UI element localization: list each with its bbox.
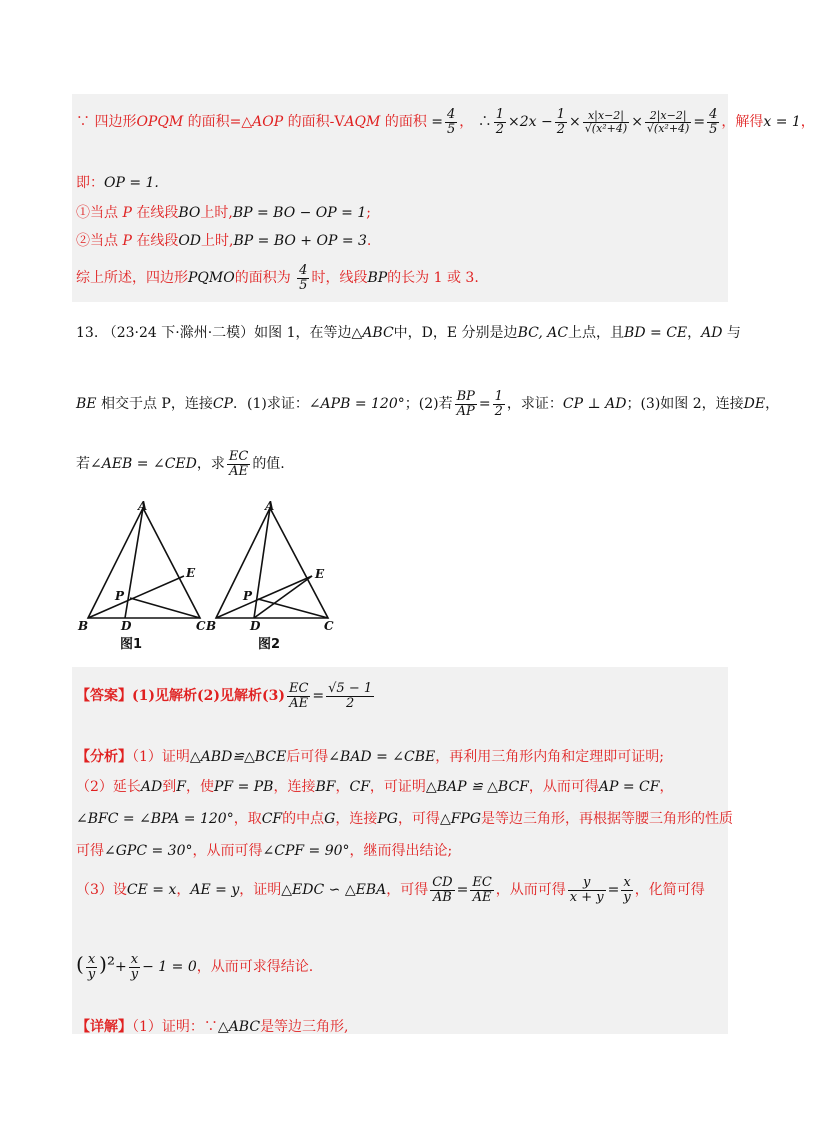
fraction xyxy=(555,108,567,136)
text: 的面积 xyxy=(380,114,427,131)
text: = xyxy=(312,688,325,705)
text: 后可得 xyxy=(286,749,329,765)
math: PG xyxy=(377,811,398,827)
fraction xyxy=(297,264,309,292)
den: y xyxy=(87,966,96,982)
text: 到 xyxy=(162,779,177,795)
text: ，从而可得 xyxy=(528,779,599,795)
math: P xyxy=(122,205,132,221)
num: 4 xyxy=(447,107,456,122)
math: F xyxy=(176,779,186,795)
math: BP xyxy=(367,270,388,287)
problem-line3 xyxy=(76,450,285,478)
math: AD xyxy=(701,325,723,341)
num: 4 xyxy=(709,107,718,122)
text: ，解得 xyxy=(721,114,764,131)
math: ×2x − xyxy=(508,114,553,131)
block1-line2 xyxy=(76,172,159,192)
text: ， xyxy=(687,325,702,341)
triangle-abc-2 xyxy=(216,508,328,618)
fraction xyxy=(287,682,310,710)
text: ，连接 xyxy=(335,811,378,827)
analysis-line5 xyxy=(76,876,705,904)
fraction xyxy=(455,390,477,418)
num: 1 xyxy=(494,389,503,404)
fraction xyxy=(493,390,505,418)
block1-line3 xyxy=(76,202,371,222)
text: ．(1)求证： xyxy=(232,396,309,413)
math: △ABC xyxy=(217,1019,261,1035)
text: ，使 xyxy=(185,779,214,795)
math: P xyxy=(122,233,132,249)
math: CP ⊥ AD xyxy=(562,396,627,413)
label-d-1: D xyxy=(121,619,132,633)
text: （2）延长 xyxy=(76,779,141,795)
problem-line1 xyxy=(76,322,741,342)
text: ，证明 xyxy=(239,882,282,899)
den: y xyxy=(623,889,631,905)
den: AB xyxy=(432,889,452,905)
math: AP = CF xyxy=(598,779,660,795)
label-e-2: E xyxy=(315,567,325,581)
den: AE xyxy=(289,695,309,711)
math: BD = CE xyxy=(624,325,688,341)
math: DE xyxy=(743,396,766,413)
math: BF xyxy=(315,779,336,795)
num: CD xyxy=(432,875,453,890)
num: 1 xyxy=(495,107,505,122)
text: ∴ xyxy=(477,114,492,131)
math: AOP xyxy=(252,114,284,131)
den: 2 xyxy=(345,695,355,711)
text: ，继而得出结论; xyxy=(349,843,453,859)
num: 1 xyxy=(556,107,566,122)
text: ，可证明 xyxy=(369,779,426,795)
fraction xyxy=(129,953,140,981)
math: AD xyxy=(140,779,163,795)
math: OP = 1. xyxy=(104,175,159,191)
answer-tag: 【答案】 xyxy=(76,688,132,705)
text: （1）证明 xyxy=(132,749,190,765)
text: ，求 xyxy=(196,456,225,473)
den: 2 xyxy=(494,403,503,419)
fraction xyxy=(470,876,493,904)
num: EC xyxy=(472,875,492,890)
text: 上点，且 xyxy=(568,325,625,341)
label-a-1: A xyxy=(138,499,148,513)
text: 的面积-V xyxy=(283,114,345,131)
text: ①当点 xyxy=(76,205,123,221)
text: ， xyxy=(459,114,474,131)
text: 相交于点 P，连接 xyxy=(96,396,213,413)
math: CF xyxy=(261,811,283,827)
text: ；(2)若 xyxy=(404,396,453,413)
text: ; xyxy=(366,205,371,221)
num: √5 − 1 xyxy=(328,681,373,696)
den: √(x²+4) xyxy=(584,121,628,135)
segment-cp-1 xyxy=(130,598,200,618)
text: ，连接 xyxy=(273,779,316,795)
math: ∠BFC = ∠BPA = 120° xyxy=(76,811,234,827)
math: △ABC xyxy=(351,325,394,341)
text: ，从而可求得结论. xyxy=(196,959,314,975)
text: ，从而可得 xyxy=(495,882,566,899)
math: − 1 = 0 xyxy=(142,959,197,975)
text: 的面积=△ xyxy=(183,114,253,131)
den: AP xyxy=(456,403,475,419)
text: 上时, xyxy=(201,233,234,249)
math: △EDC ∽ △EBA xyxy=(281,882,387,899)
analysis-line6 xyxy=(76,952,313,981)
text: ， xyxy=(176,882,191,899)
math: PQMO xyxy=(188,270,235,287)
den: √(x²+4) xyxy=(646,121,690,135)
block1-line5 xyxy=(76,264,479,292)
text: 若 xyxy=(76,456,90,473)
text: = xyxy=(456,882,469,899)
num: EC xyxy=(228,449,249,464)
text: × xyxy=(569,114,581,131)
problem-line2 xyxy=(76,390,779,418)
text: ，再利用三角形内角和定理即可证明; xyxy=(435,749,664,765)
label-b-2: B xyxy=(206,619,217,633)
math: ∠APB = 120° xyxy=(308,396,405,413)
label-d-2: D xyxy=(250,619,261,633)
num: BP xyxy=(456,389,475,404)
label-e-1: E xyxy=(186,566,196,580)
text: 13. （23·24 下·滁州·二模）如图 1，在等边 xyxy=(76,325,352,341)
math: △ABD≌△BCE xyxy=(189,749,287,765)
text: 在线段 xyxy=(131,205,179,221)
text: )² xyxy=(99,952,115,976)
num: x xyxy=(129,953,140,968)
label-a-2: A xyxy=(265,499,275,513)
text: ②当点 xyxy=(76,233,123,249)
text: (1)见解析(2)见解析(3) xyxy=(132,688,285,705)
text: （3）设 xyxy=(76,882,127,899)
fraction xyxy=(645,110,691,134)
text: ， xyxy=(335,779,350,795)
text: 是等边三角形, xyxy=(260,1019,349,1035)
text: ， xyxy=(800,114,815,131)
den: 5 xyxy=(447,121,456,137)
analysis-line3 xyxy=(76,808,733,828)
fraction xyxy=(326,682,374,710)
figure-1-caption: 图1 xyxy=(120,637,143,652)
fraction xyxy=(707,108,719,136)
text: 即： xyxy=(76,175,104,191)
fraction xyxy=(568,876,606,904)
math: CF xyxy=(349,779,370,795)
figure-2 xyxy=(216,508,328,618)
math: ∠CPF = 90° xyxy=(262,843,350,859)
math: △BAP ≌ △BCF xyxy=(425,779,529,795)
text: 是等边三角形，再根据等腰三角形的性质 xyxy=(481,811,734,827)
den: 5 xyxy=(709,121,718,137)
num: 2|x−2| xyxy=(645,110,691,123)
math: PF = PB xyxy=(213,779,274,795)
math: BP = BO − OP = 1 xyxy=(232,205,367,221)
text: ，取 xyxy=(233,811,262,827)
block1-line1 xyxy=(76,108,815,136)
analysis-line2 xyxy=(76,776,673,796)
text: ，化简可得 xyxy=(634,882,705,899)
fraction xyxy=(86,953,97,981)
text: ， xyxy=(765,396,780,413)
label-p-2: P xyxy=(243,589,253,603)
math: AQM xyxy=(344,114,381,131)
math: BO xyxy=(178,205,201,221)
text: 的长为 1 或 3. xyxy=(387,270,479,287)
text: = xyxy=(607,882,620,899)
text: ∵ 四边形 xyxy=(76,114,137,131)
den: AE xyxy=(229,463,249,479)
label-p-1: P xyxy=(115,589,125,603)
text: + xyxy=(115,959,127,975)
figure-1 xyxy=(88,508,200,618)
math: ∠GPC = 30° xyxy=(104,843,193,859)
analysis-line4 xyxy=(76,840,452,860)
figure-2-labels xyxy=(205,499,334,633)
math: ∠AEB = ∠CED xyxy=(90,456,197,473)
num: x xyxy=(86,953,97,968)
text: 综上所述，四边形 xyxy=(76,270,188,287)
math: BE xyxy=(76,396,97,413)
den: 2 xyxy=(556,121,566,137)
math: BP = BO + OP = 3 xyxy=(233,233,367,249)
text: ，可得 xyxy=(397,811,440,827)
math: AE = y xyxy=(190,882,240,899)
block1-line4 xyxy=(76,230,371,250)
num: x|x−2| xyxy=(583,110,629,123)
math: OD xyxy=(178,233,202,249)
triangle-figures xyxy=(78,498,368,658)
text: 时，线段 xyxy=(311,270,368,287)
num: 4 xyxy=(299,263,308,278)
text: 上时, xyxy=(200,205,233,221)
text: ， xyxy=(659,779,674,795)
text: = xyxy=(431,114,444,131)
fraction xyxy=(583,110,629,134)
text: ，求证： xyxy=(506,396,563,413)
detail-line xyxy=(76,1016,349,1036)
figure-2-caption: 图2 xyxy=(258,637,281,652)
analysis-line1 xyxy=(76,746,664,766)
label-c-1: C xyxy=(196,619,206,633)
segment-cp-2 xyxy=(258,599,328,618)
text: （1）证明：∵ xyxy=(132,1019,218,1035)
segment-be-1 xyxy=(88,576,184,618)
detail-tag: 【详解】 xyxy=(76,1019,132,1035)
text: ；(3)如图 2，连接 xyxy=(626,396,744,413)
fraction xyxy=(621,876,632,904)
fraction xyxy=(227,450,250,478)
text: = xyxy=(478,396,491,413)
math: CP xyxy=(212,396,233,413)
text: 的中点 xyxy=(282,811,325,827)
den: y xyxy=(130,966,139,982)
den: x + y xyxy=(569,889,604,905)
den: AE xyxy=(472,889,492,905)
text: × xyxy=(631,114,643,131)
math: ∠BAD = ∠CBE xyxy=(328,749,436,765)
math: x = 1 xyxy=(763,114,801,131)
text: ( xyxy=(76,952,84,976)
fraction xyxy=(445,108,457,136)
math: BC, AC xyxy=(517,325,569,341)
text: 与 xyxy=(722,325,741,341)
text: ，可得 xyxy=(386,882,429,899)
label-c-2: C xyxy=(324,619,334,633)
text: 可得 xyxy=(76,843,104,859)
text: . xyxy=(366,233,372,249)
num: EC xyxy=(288,681,309,696)
label-b-1: B xyxy=(78,619,89,633)
answer-line xyxy=(76,682,376,710)
text: 的面积为 xyxy=(234,270,296,287)
math: OPQM xyxy=(136,114,184,131)
math: G xyxy=(324,811,336,827)
den: 2 xyxy=(495,121,505,137)
text: ，从而可得 xyxy=(192,843,263,859)
num: x xyxy=(621,876,632,891)
text: 的值. xyxy=(252,456,285,473)
fraction xyxy=(494,108,506,136)
fraction xyxy=(430,876,454,904)
text: 在线段 xyxy=(131,233,179,249)
math: CE = x xyxy=(126,882,177,899)
analysis-tag: 【分析】 xyxy=(76,749,132,765)
num: y xyxy=(568,876,606,891)
math: △FPG xyxy=(439,811,482,827)
text: 中，D，E 分别是边 xyxy=(393,325,518,341)
text: = xyxy=(693,114,706,131)
den: 5 xyxy=(299,277,308,293)
